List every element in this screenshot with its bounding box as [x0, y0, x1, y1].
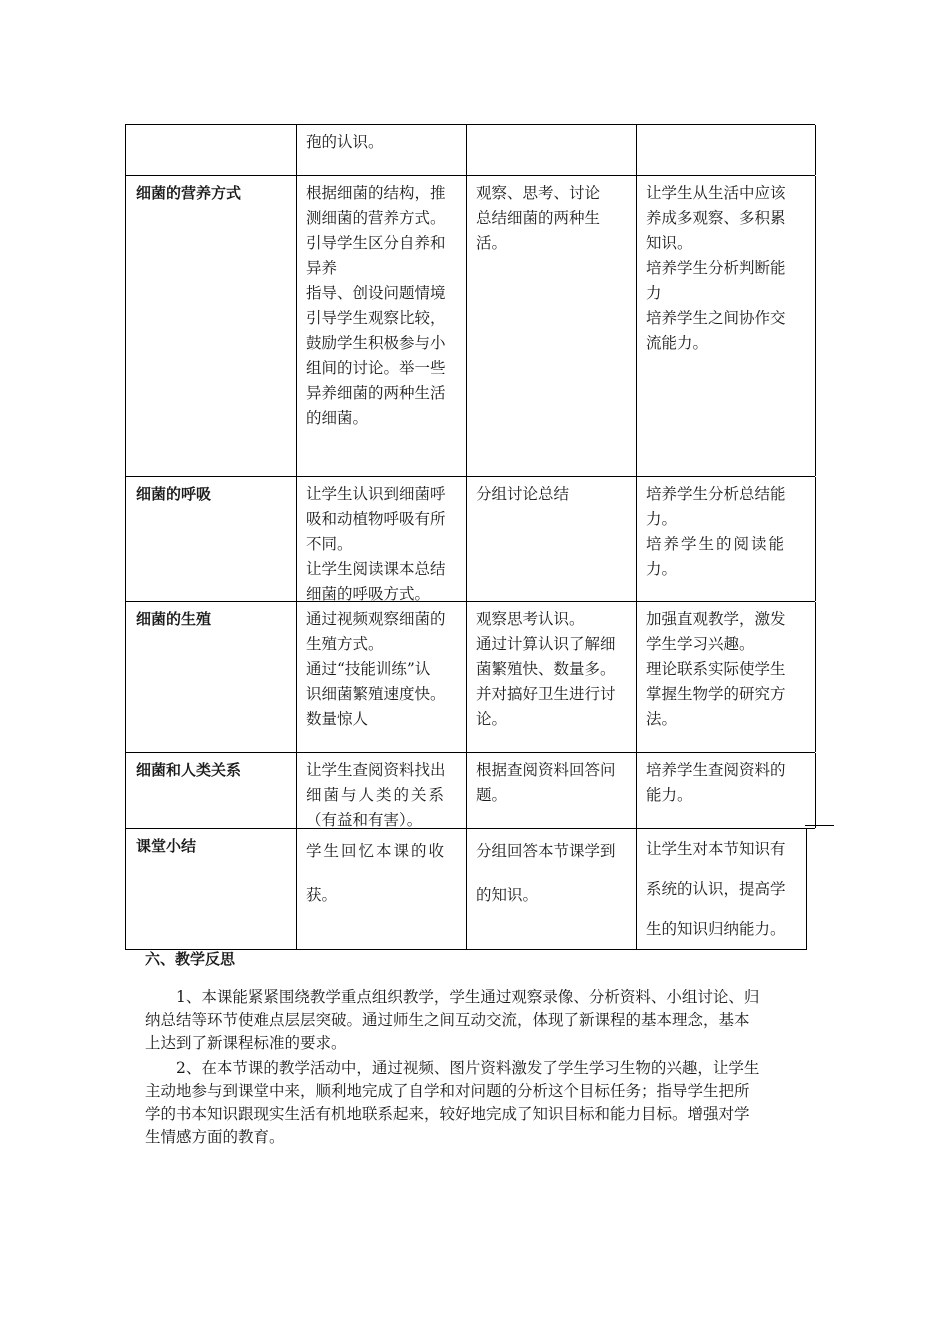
cell-line: 让学生查阅资料找出: [306, 761, 446, 779]
cell-line: 引导学生区分自养和: [306, 234, 446, 252]
paragraph-line: 主动地参与到课堂中来，顺利地完成了自学和对问题的分析这个目标任务；指导学生把所: [145, 1082, 750, 1100]
cell-line: 让学生从生活中应该: [646, 184, 786, 202]
table-row: [125, 176, 815, 477]
cell-line: 知识。: [646, 234, 693, 252]
cell-line: 根据查阅资料回答问: [476, 761, 616, 779]
cell-line: 引导学生观察比较，: [306, 309, 446, 327]
teacher-activity-cell: [297, 602, 467, 752]
cell-line: 菌繁殖快、数量多。: [476, 660, 616, 678]
design-intent-cell: [637, 753, 816, 828]
cell-line: 的细菌。: [306, 409, 369, 427]
cell-line: 识细菌繁殖速度快。: [306, 685, 446, 703]
stage-cell: [126, 176, 297, 476]
cell-line: 培养学生分析总结能: [646, 485, 786, 503]
paragraph-line: 上达到了新课程标准的要求。: [145, 1034, 347, 1052]
cell-line: 让学生认识到细菌呼: [306, 485, 446, 503]
design-intent-cell: [637, 477, 816, 601]
cell-line: 数量惊人: [306, 710, 369, 728]
cell-line: 孢的认识。: [306, 133, 384, 151]
cell-line: 异养细菌的两种生活: [306, 384, 446, 402]
stage-cell: [126, 125, 297, 175]
cell-line: 法。: [646, 710, 678, 728]
cell-line: 并对搞好卫生进行讨: [476, 685, 616, 703]
cell-line: 能力。: [646, 786, 693, 804]
cell-line: 培养学生查阅资料的: [646, 761, 786, 779]
cell-line: 吸和动植物呼吸有所: [306, 510, 446, 528]
student-activity-cell: [467, 753, 637, 828]
teacher-activity-cell: [297, 176, 467, 476]
cell-line: 学生回忆本课的收: [306, 842, 447, 860]
teacher-activity-cell: [297, 477, 467, 601]
table-row: [125, 602, 815, 753]
cell-line: 通过计算认识了解细: [476, 635, 616, 653]
student-activity-cell: [467, 829, 637, 949]
reflection-paragraph-2: [145, 1057, 815, 1149]
teacher-activity-cell: [297, 753, 467, 828]
teacher-activity-cell: [297, 829, 467, 949]
cell-line: 获。: [306, 886, 338, 904]
cell-line: 通过“技能训练”认: [306, 660, 431, 678]
cell-line: 题。: [476, 786, 508, 804]
cell-line: 培养学生之间协作交: [646, 309, 786, 327]
stage-label: 细菌的生殖: [136, 610, 212, 628]
stage-label: 细菌和人类关系: [136, 761, 242, 779]
student-activity-cell: [467, 176, 637, 476]
stage-cell: [126, 753, 297, 828]
table-row: [125, 753, 815, 829]
design-intent-cell: [637, 602, 816, 752]
design-intent-cell: [637, 125, 816, 175]
stage-label: 课堂小结: [136, 837, 197, 855]
cell-line: 养成多观察、多积累: [646, 209, 786, 227]
cell-line: 鼓励学生积极参与小: [306, 334, 446, 352]
cell-line: 通过视频观察细菌的: [306, 610, 446, 628]
cell-line: 组间的讨论。举一些: [306, 359, 446, 377]
cell-line: 指导、创设问题情境: [306, 284, 446, 302]
cell-line: 的知识。: [476, 886, 539, 904]
stage-cell: [126, 602, 297, 752]
stage-label: 细菌的营养方式: [136, 184, 242, 202]
cell-line: 力: [646, 284, 662, 302]
cell-line: 根据细菌的结构，推: [306, 184, 446, 202]
design-intent-cell: [637, 829, 807, 949]
cell-line: 生殖方式。: [306, 635, 384, 653]
student-activity-cell: [467, 125, 637, 175]
cell-line: 细菌的呼吸方式。: [306, 585, 431, 603]
table-row: [125, 829, 807, 950]
teacher-activity-cell: [297, 125, 467, 175]
student-activity-cell: [467, 602, 637, 752]
cell-line: 力。: [646, 560, 678, 578]
cell-line: 培养学生分析判断能: [646, 259, 786, 277]
paragraph-line: 学的书本知识跟现实生活有机地联系起来，较好地完成了知识目标和能力目标。增强对学: [145, 1105, 750, 1123]
table-row: [125, 124, 815, 176]
cell-line: 学生学习兴趣。: [646, 635, 755, 653]
cell-line: 测细菌的营养方式。: [306, 209, 446, 227]
reflection-paragraph-1: [145, 986, 815, 1055]
student-activity-cell: [467, 477, 637, 601]
cell-line: 不同。: [306, 535, 353, 553]
paragraph-line: 生情感方面的教育。: [145, 1128, 285, 1146]
stage-label: 细菌的呼吸: [136, 485, 212, 503]
paragraph-line: 2、在本节课的教学活动中，通过视频、图片资料激发了学生学习生物的兴趣，让学生: [145, 1059, 760, 1077]
cell-line: 流能力。: [646, 334, 709, 352]
cell-line: 总结细菌的两种生: [476, 209, 601, 227]
cell-line: 系统的认识，提高学: [646, 880, 786, 898]
cell-line: 分组讨论总结: [476, 485, 570, 503]
design-intent-cell: [637, 176, 816, 476]
cell-line: 分组回答本节课学到: [476, 842, 616, 860]
cell-line: 培养学生的阅读能: [646, 535, 787, 553]
section-heading: 六、教学反思: [145, 950, 236, 968]
table-row: [125, 477, 815, 602]
cell-line: 观察、思考、讨论: [476, 184, 601, 202]
paragraph-line: 1、本课能紧紧围绕教学重点组织教学，学生通过观察录像、分析资料、小组讨论、归: [145, 988, 760, 1006]
cell-line: 掌握生物学的研究方: [646, 685, 786, 703]
paragraph-line: 纳总结等环节使难点层层突破。通过师生之间互动交流，体现了新课程的基本理念，基本: [145, 1011, 750, 1029]
cell-line: 加强直观教学，激发: [646, 610, 786, 628]
lesson-table: [125, 124, 815, 950]
cell-line: 论。: [476, 710, 508, 728]
cell-line: （有益和有害）。: [306, 811, 423, 829]
stage-cell: [126, 829, 297, 949]
cell-line: 生的知识归纳能力。: [646, 920, 786, 938]
cell-line: 理论联系实际使学生: [646, 660, 786, 678]
table-border-overhang: [805, 825, 834, 826]
cell-line: 观察思考认识。: [476, 610, 585, 628]
cell-line: 活。: [476, 234, 508, 252]
cell-line: 异养: [306, 259, 338, 277]
cell-line: 细菌与人类的关系: [306, 786, 447, 804]
cell-line: 让学生阅读课本总结: [306, 560, 446, 578]
cell-line: 力。: [646, 510, 678, 528]
stage-cell: [126, 477, 297, 601]
cell-line: 让学生对本节知识有: [646, 840, 786, 858]
